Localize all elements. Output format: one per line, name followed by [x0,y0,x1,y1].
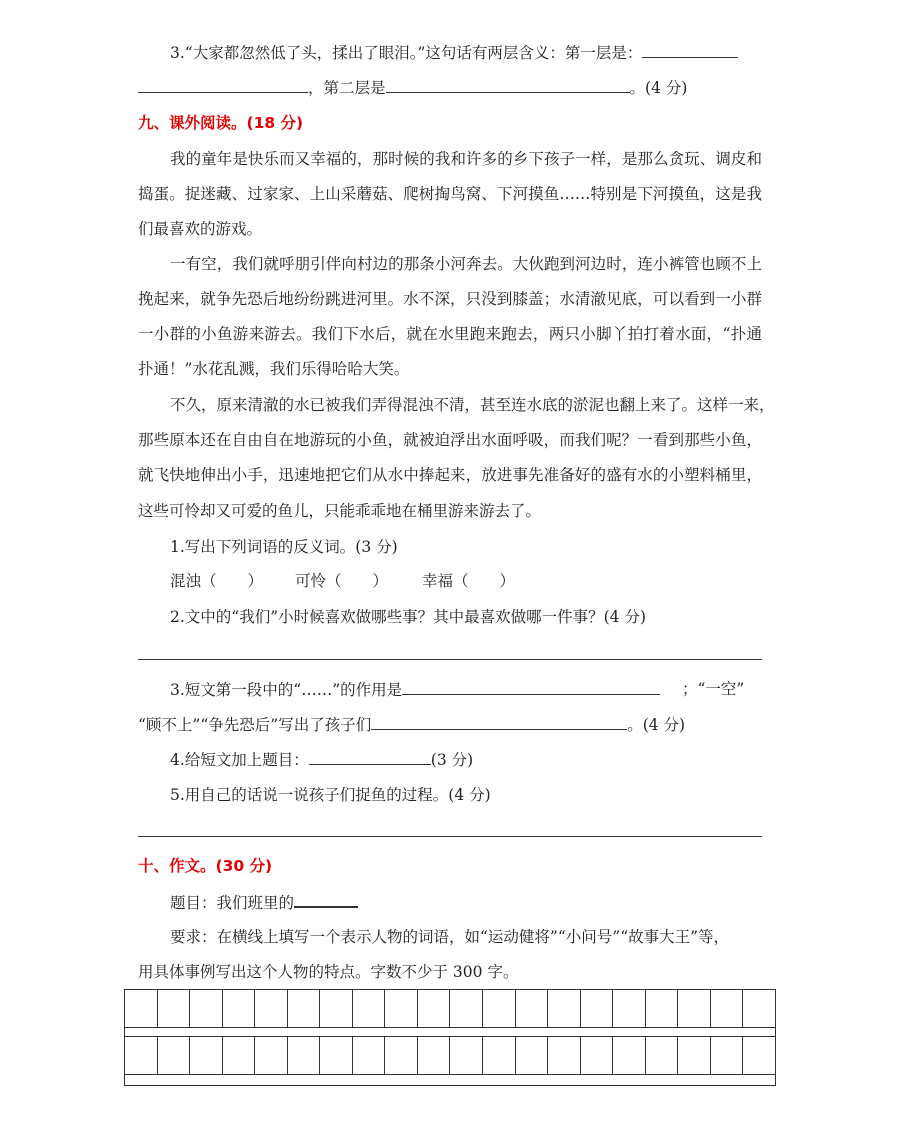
grid-cell[interactable] [255,990,288,1028]
grid-gap-row [125,1075,776,1086]
grid-cell[interactable] [613,990,646,1028]
grid-cell[interactable] [157,990,190,1028]
grid-cell[interactable] [678,1037,711,1075]
grid-cell[interactable] [743,990,776,1028]
grid-cell[interactable] [450,1037,483,1075]
question-4: 4.给短文加上题目： (3 分) [170,751,474,769]
grid-cell[interactable] [613,1037,646,1075]
essay-requirement: 要求：在横线上填写一个表示人物的词语，如“运动健将”“小问号”“故事大王”等， [170,928,730,946]
grid-cell[interactable] [710,990,743,1028]
answer-blank[interactable] [309,749,431,765]
para1-line: 捣蛋。捉迷藏、过家家、上山采蘑菇、爬树掏鸟窝、下河摸鱼……特别是下河摸鱼，这是我 [138,185,762,203]
question-3-line2: “顾不上”“争先恐后”写出了孩子们 。(4 分) [138,716,686,734]
answer-blank[interactable] [642,42,738,58]
antonym-item[interactable]: 可怜（ ） [295,572,389,590]
grid-cell[interactable] [157,1037,190,1075]
grid-cell[interactable] [483,1037,516,1075]
grid-cell[interactable] [287,990,320,1028]
grid-cell[interactable] [678,990,711,1028]
answer-blank[interactable] [386,77,630,93]
question-3-line1: 3.短文第一段中的“……”的作用是 [170,679,660,700]
essay-topic: 题目：我们班里的 [170,891,358,913]
grid-gap [125,1028,776,1037]
grid-cell[interactable] [515,990,548,1028]
topic-blank[interactable] [294,891,358,908]
grid-cell[interactable] [548,1037,581,1075]
answer-line[interactable] [138,836,762,837]
grid-cell[interactable] [710,1037,743,1075]
grid-gap-row [125,1028,776,1037]
para3-line: 就飞快地伸出小手，迅速地把它们从水中捧起来，放进事先准备好的盛有水的小塑料桶里， [138,466,762,484]
section10-heading: 十、作文。(30 分) [138,857,273,875]
grid-cell[interactable] [743,1037,776,1075]
grid-cell[interactable] [580,1037,613,1075]
para2-line: 扑通！”水花乱溅，我们乐得哈哈大笑。 [138,360,410,378]
grid-cell[interactable] [287,1037,320,1075]
grid-cell[interactable] [645,1037,678,1075]
question-3-line1-end: ；“一空” [682,680,745,698]
q8-3-line2: ，第二层是 。(4 分) [138,77,687,98]
answer-blank[interactable] [402,679,660,695]
answer-line[interactable] [138,659,762,660]
grid-row [125,1037,776,1075]
para2-line: 一有空，我们就呼朋引伴向村边的那条小河奔去。大伙跑到河边时，连小裤管也顾不上 [170,255,762,273]
grid-cell[interactable] [125,1037,158,1075]
grid-cell[interactable] [645,990,678,1028]
para2-line: 一小群的小鱼游来游去。我们下水后，就在水里跑来跑去，两只小脚丫拍打着水面，“扑通 [138,325,762,343]
para1-line: 我的童年是快乐而又幸福的，那时候的我和许多的乡下孩子一样，是那么贪玩、调皮和 [170,150,762,168]
grid-cell[interactable] [222,1037,255,1075]
question-2: 2.文中的“我们”小时候喜欢做哪些事？其中最喜欢做哪一件事？(4 分) [170,608,647,626]
para3-line: 那些原本还在自由自在地游玩的小鱼，就被迫浮出水面呼吸，而我们呢？一看到那些小鱼， [138,431,762,449]
section9-heading: 九、课外阅读。(18 分) [138,114,304,132]
grid-cell[interactable] [385,990,418,1028]
para2-line: 挽起来，就争先恐后地纷纷跳进河里。水不深，只没到膝盖；水清澈见底，可以看到一小群 [138,290,762,308]
para1-line: 们最喜欢的游戏。 [138,220,263,238]
question-5: 5.用自己的话说一说孩子们捉鱼的过程。(4 分) [170,786,491,804]
answer-blank[interactable] [371,714,627,730]
grid-cell[interactable] [385,1037,418,1075]
grid-cell[interactable] [580,990,613,1028]
grid-cell[interactable] [450,990,483,1028]
grid-cell[interactable] [515,1037,548,1075]
question-1: 1.写出下列词语的反义词。(3 分) [170,538,398,556]
para3-line: 这些可怜却又可爱的鱼儿，只能乖乖地在桶里游来游去了。 [138,502,542,520]
grid-gap [125,1075,776,1086]
writing-grid[interactable] [124,989,776,1086]
grid-cell[interactable] [352,990,385,1028]
q8-3-line1: 3.“大家都忽然低了头，揉出了眼泪。”这句话有两层含义：第一层是： [170,42,738,63]
essay-requirement: 用具体事例写出这个人物的特点。字数不少于 300 字。 [138,963,519,981]
grid-cell[interactable] [417,1037,450,1075]
grid-cell[interactable] [125,990,158,1028]
grid-cell[interactable] [352,1037,385,1075]
answer-blank[interactable] [138,77,308,93]
grid-cell[interactable] [255,1037,288,1075]
antonym-item[interactable]: 混浊（ ） [170,572,264,590]
grid-cell[interactable] [320,1037,353,1075]
grid-cell[interactable] [190,990,223,1028]
grid-cell[interactable] [483,990,516,1028]
para3-line: 不久，原来清澈的水已被我们弄得混浊不清，甚至连水底的淤泥也翻上来了。这样一来， [170,396,775,414]
grid-cell[interactable] [190,1037,223,1075]
grid-cell[interactable] [222,990,255,1028]
grid-cell[interactable] [548,990,581,1028]
grid-cell[interactable] [417,990,450,1028]
antonym-item[interactable]: 幸福（ ） [422,572,516,590]
grid-cell[interactable] [320,990,353,1028]
grid-row [125,990,776,1028]
